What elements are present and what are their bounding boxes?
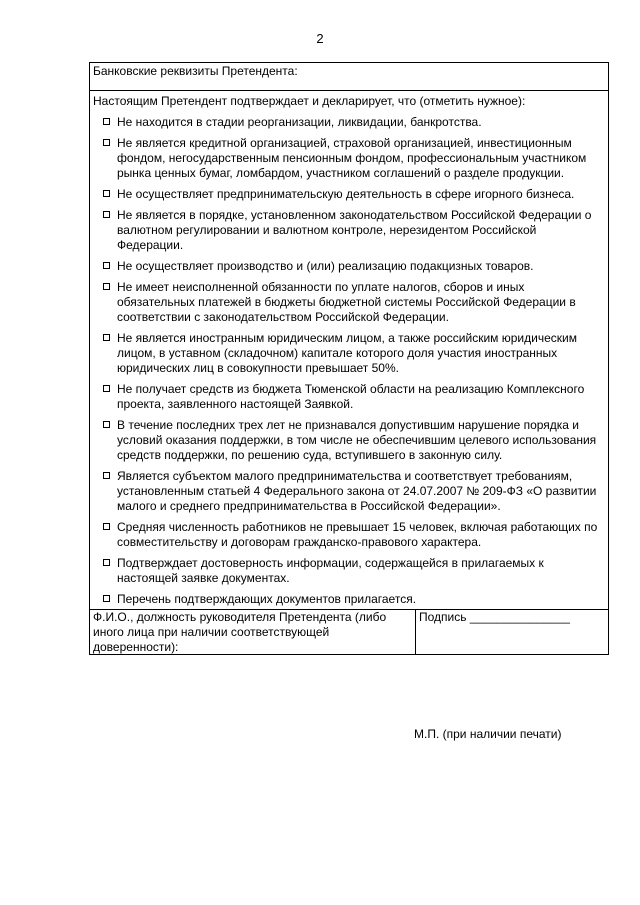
declaration-item-text: Не является в порядке, установленном законодательством Российской Федерации о валютном регулировании и валютном контроле, нерезидентом Российской Федерации.: [117, 208, 592, 252]
declaration-item-text: Не получает средств из бюджета Тюменской области на реализацию Комплексного проекта, заявленного настоящей Заявкой.: [117, 382, 585, 411]
stamp-note: М.П. (при наличии печати): [414, 727, 562, 741]
declaration-item: [93, 280, 605, 325]
declaration-item: [93, 556, 605, 586]
declaration-item-text: Перечень подтверждающих документов прилагается.: [117, 592, 417, 606]
declaration-item-text: Средняя численность работников не превышает 15 человек, включая работающих по совместительству и договорам гражданско-правового характера.: [117, 520, 598, 549]
declaration-item: [93, 382, 605, 412]
declaration-item: [93, 115, 605, 130]
checkbox-icon[interactable]: [103, 559, 110, 566]
declaration-item-text: Не находится в стадии реорганизации, ликвидации, банкротства.: [117, 115, 482, 129]
signature-row: [90, 609, 608, 654]
checkbox-icon[interactable]: [103, 385, 110, 392]
declaration-item-text: Не осуществляет производство и (или) реализацию подакцизных товаров.: [117, 259, 534, 273]
declaration-item: [93, 520, 605, 550]
declaration-section: [90, 91, 608, 609]
signatory-name-cell[interactable]: [90, 610, 416, 654]
page-number: 2: [316, 31, 324, 46]
declaration-item-text: Не осуществляет предпринимательскую деятельность в сфере игорного бизнеса.: [117, 187, 575, 201]
declaration-intro: Настоящим Претендент подтверждает и декларирует, что (отметить нужное):: [93, 94, 526, 108]
checkbox-icon[interactable]: [103, 595, 110, 602]
signature-cell[interactable]: [416, 610, 573, 654]
bank-details-label: Банковские реквизиты Претендента:: [93, 64, 298, 78]
checkbox-icon[interactable]: [103, 421, 110, 428]
declaration-item: [93, 208, 605, 253]
declaration-item: [93, 259, 605, 274]
declaration-item: [93, 418, 605, 463]
bank-details-row: [90, 63, 608, 91]
declaration-item-text: Не имеет неисполненной обязанности по уплате налогов, сборов и иных обязательных платежей в бюджеты бюджетной системы Российской Федерации в соответствии с законодательством Российской Федерации.: [117, 280, 576, 324]
checkbox-icon[interactable]: [103, 190, 110, 197]
declaration-item-text: В течение последних трех лет не признавался допустившим нарушение порядка и условий оказания поддержки, в том числе не обеспечившим целевого использования средств поддержки, по решению суда, вступившего в законную силу.: [117, 418, 597, 462]
declaration-item-text: Не является иностранным юридическим лицом, а также российским юридическим лицом, в уставном (складочном) капитале которого доля участия иностранных юридических лиц в совокупности превышает 50%.: [117, 331, 577, 375]
signatory-name-label: Ф.И.О., должность руководителя Претендента (либо иного лица при наличии соответствующей доверенности):: [93, 610, 387, 654]
declaration-item: [93, 592, 605, 607]
declaration-item-text: Является субъектом малого предпринимательства и соответствует требованиям, установленным статьей 4 Федерального закона от 24.07.2007 № 209-ФЗ «О развитии малого и среднего предпринимательства в Российской Федерации».: [117, 469, 597, 513]
declaration-item: [93, 469, 605, 514]
checkbox-icon[interactable]: [103, 472, 110, 479]
signature-label: Подпись _______________: [419, 610, 570, 624]
declaration-item: [93, 331, 605, 376]
declaration-item-text: Подтверждает достоверность информации, содержащейся в прилагаемых к настоящей заявке документах.: [117, 556, 544, 585]
declaration-item-text: Не является кредитной организацией, страховой организацией, инвестиционным фондом, негосударственным пенсионным фондом, профессиональным участником рынка ценных бумаг, ломбардом, участником соглашений о разделе продукции.: [117, 136, 587, 180]
checkbox-icon[interactable]: [103, 262, 110, 269]
declaration-item: [93, 187, 605, 202]
checkbox-icon[interactable]: [103, 523, 110, 530]
checkbox-icon[interactable]: [103, 211, 110, 218]
checkbox-icon[interactable]: [103, 118, 110, 125]
checkbox-icon[interactable]: [103, 139, 110, 146]
application-form-table: [89, 62, 609, 655]
checkbox-icon[interactable]: [103, 334, 110, 341]
declaration-item: [93, 136, 605, 181]
checkbox-icon[interactable]: [103, 283, 110, 290]
